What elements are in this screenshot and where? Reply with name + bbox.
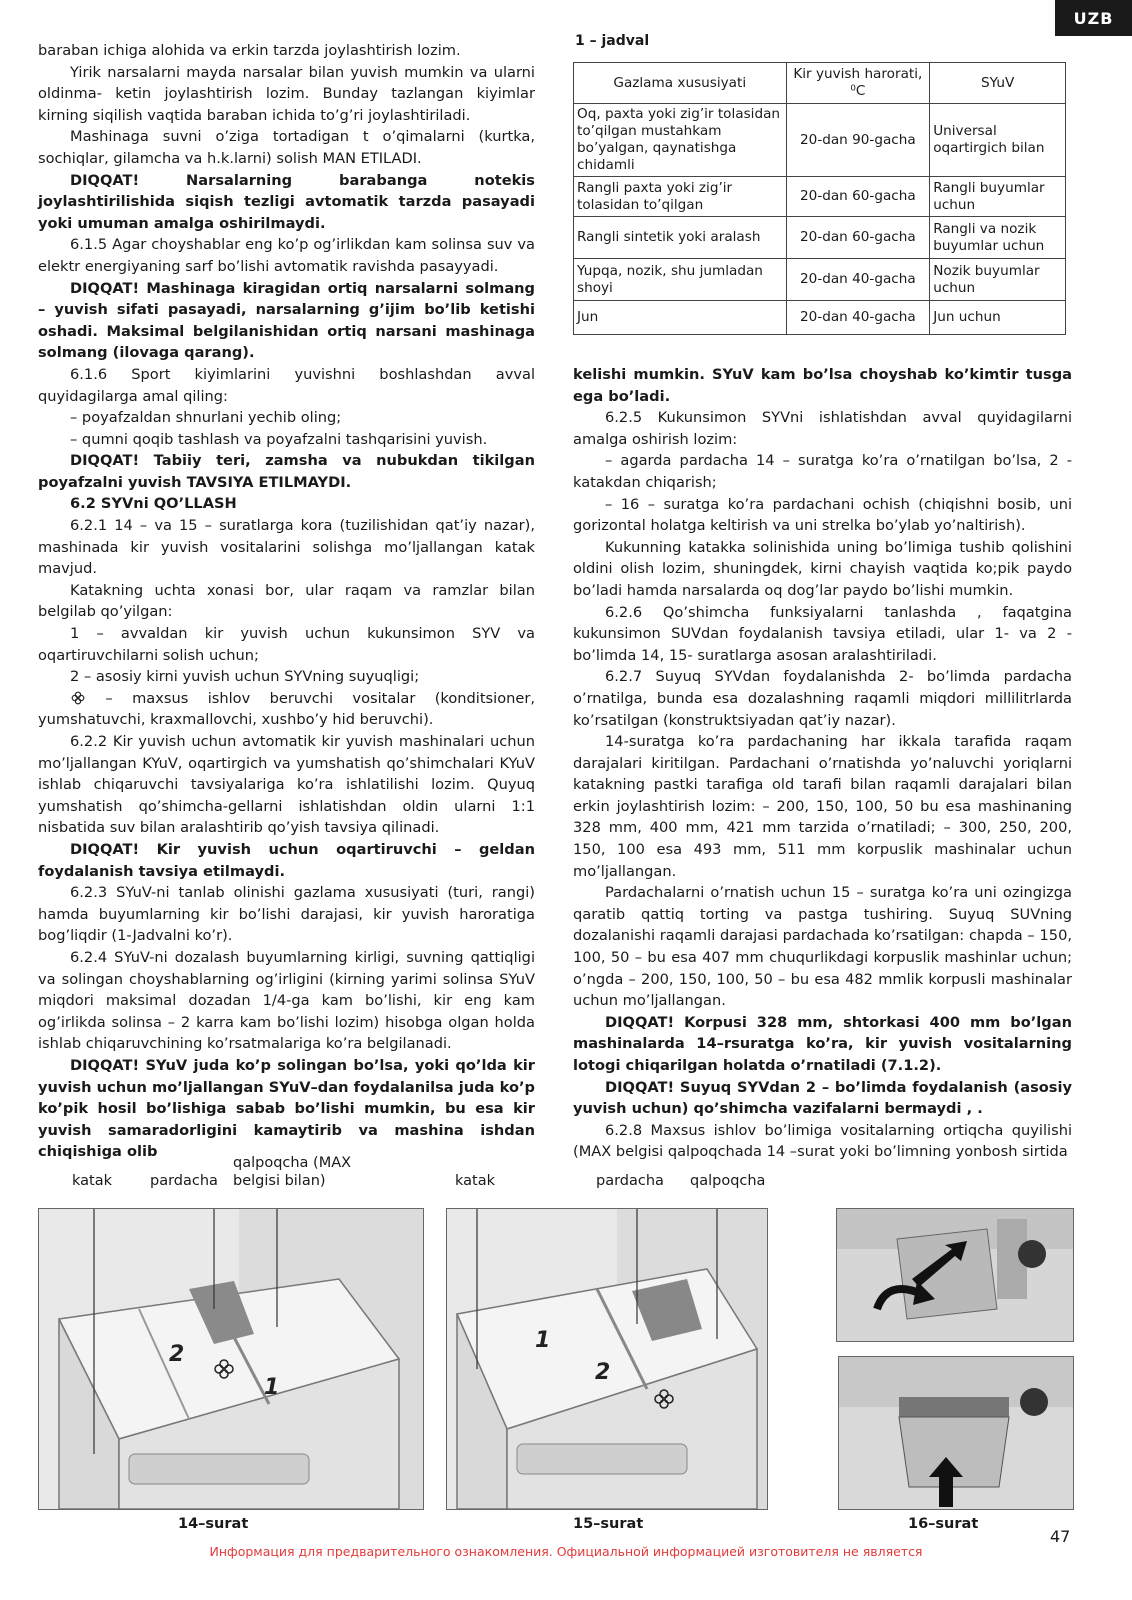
paragraph-text: 6.2.7 Suyuq SYVdan foydalanishda 2- bo’limda pardacha o’rnatilga, bunda esa dozalashning raqamli miqdori millilitrlarda ko’rsatilgan (konstruktsiyadan qat’iy nazar). [573,668,1072,729]
table-cell: Yupqa, nozik, shu jumladan shoyi [574,259,787,301]
figure-16-top-photo [836,1208,1074,1342]
paragraph [573,1120,1072,1163]
paragraph-text: 6.2.2 Kir yuvish uchun avtomatik kir yuvish mashinalari uchun mo’ljallangan KYuV, oqartirgich va yumshatish qo’shimchalari KYuV ishlab chiqaruvchi tavsiyalariga ko’ra ishlatilishi lozim. Quyuq yumshatish qo’shimcha-gellarni ishlatishdan oldin ularni 1:1 nisbatida suv bilan aralashtirib qo’yish tavsiya qilinadi. [38,733,535,837]
paragraph [38,126,535,169]
paragraph-text: Pardachalarni o’rnatish uchun 15 – suratga ko’ra uni ozingizga qaratib qattiq torting va pastga tushiring. Suyuq SUVning dozalanishi raqamli darajasi pardachada ko’rsatilgan: chapda – 150, 100, 50 – bu esa 407 mm chuqurlikdagi korpuslik mashinlar uchun; o’ngda – 200, 150, 100, 50 – bu esa 482 mmlik korpusli mashinalar uchun mo’ljallangan. [573,884,1072,1010]
paragraph [38,170,535,235]
paragraph-text: 6.1.5 Agar choyshablar eng ko’p og’irlikdan kam solinsa suv va elektr energiyaning sarf bo’lishi avtomatik ravishda pasayyadi. [38,236,535,275]
paragraph-text: 6.2.4 SYuV-ni dozalash buyumlarning kirligi, suvning qattiqligi va solingan choyshablarning og’irligini (kirning yarimi solinsa SYuV miqdori maksimal dozadan 1/4-ga kam bo’lishi, kir eng kam og’irlikda solinsa – 2 karra kam bo’lishi lozim) hisobga olgan holda ishlab chiqaruvchining ko’rsatmalariga ko’ra belgilanadi. [38,948,535,1053]
paragraph [38,234,535,277]
figure-14-caption: 14–surat [178,1516,249,1532]
table-header-cell: Gazlama xususiyati [574,63,787,104]
paragraph [38,493,535,515]
paragraph-text: 6.2.8 Maxsus ishlov bo’limiga vositalarning ortiqcha quyilishi (MAX belgisi qalpoqchada 14 –surat yoki bo’limning yonbosh sirtida [573,1121,1072,1161]
figure-16-caption: 16–surat [908,1516,979,1532]
paragraph [573,494,1072,537]
paragraph-text: DIQQAT! Mashinaga kiragidan ortiq narsalarni solmang – yuvish sifati pasayadi, narsalarning g’ijim bo’lib ketishi oshadi. Maksimal belgilanishidan ortiq narsani mashinaga solmang (ilovaga qarang). [38,279,535,362]
paragraph-text: baraban ichiga alohida va erkin tarzda joylashtirish lozim. [38,42,461,59]
paragraph-text: 6.2.1 14 – va 15 – suratlarga kora (tuzilishidan qat’iy nazar), mashinada kir yuvish vositalarini solishga mo’ljallangan katak mavjud. [38,517,535,578]
paragraph [38,407,535,429]
fig15-label-katak: katak [455,1173,495,1189]
table-cell: Nozik buyumlar uchun [930,259,1066,301]
figure-14-dispenser [38,1208,424,1510]
language-tag: UZB [1055,0,1132,36]
left-text-column [38,40,535,1163]
paragraph-text: – agarda pardacha 14 – suratga ko’ra o’rnatilgan bo’lsa, 2 - katakdan chiqarish; [573,452,1072,491]
paragraph [38,450,535,493]
table-cell: 20-dan 40-gacha [786,301,930,335]
right-text-column [573,364,1072,1163]
paragraph [38,839,535,882]
table-row [574,177,1066,217]
figure-15-dispenser [446,1208,768,1510]
paragraph [38,429,535,451]
paragraph [573,537,1072,602]
paragraph-text: 6.1.6 Sport kiyimlarini yuvishni boshlashdan avval quyidagilarga amal qiling: [38,365,535,405]
table-cell: Jun uchun [930,301,1066,335]
paragraph-text: Mashinaga suvni o’ziga tortadigan t o’qimalarni (kurtka, sochiqlar, gilamcha va h.k.larni) solish MAN ETILADI. [38,128,535,167]
paragraph-text: DIQQAT! Suyuq SYVdan 2 – bo’limda foydalanish (asosiy yuvish uchun) qo’shimcha vazifalarni bermaydi , . [573,1078,1072,1118]
paragraph-text: DIQQAT! Tabiiy teri, zamsha va nubukdan tikilgan poyafzalni yuvish TAVSIYA ETILMAYDI. [38,452,535,491]
pardacha-open-illustration [837,1209,1073,1341]
compartment-1-number: 1 [535,1328,551,1353]
paragraph [38,278,535,364]
fig14-label-pardacha: pardacha [150,1173,218,1189]
page-number: 47 [1050,1527,1071,1546]
paragraph-text: 2 – asosiy kirni yuvish uchun SYVning suyuqligi; [70,668,420,686]
paragraph-text: kelishi mumkin. SYuV kam bo’lsa choyshab ko’kimtir tusga ega bo’ladi. [573,366,1072,405]
compartment-2-number: 2 [169,1342,185,1367]
paragraph-text: 14-suratga ko’ra pardachaning har ikkala tarafida raqam darajalari kiritilgan. Pardachani o’rnatishda yo’naluvchi yoriqlarni katakning pastki tarafiga old tarafi bilan raqamli darajalari bilan erkin joylashtirish lozim: – 200, 150, 100, 50 bu esa mashinaning 328 mm, 400 mm, 421 mm tarzida o’rnatiladi; – 300, 250, 200, 150, 100 esa 493 mm, 511 mm korpuslik mashinalar uchun mo’ljallangan. [573,733,1072,880]
table-cell: 20-dan 60-gacha [786,177,930,217]
table-cell: Rangli buyumlar uchun [930,177,1066,217]
paragraph-text: 6.2.5 Kukunsimon SYVni ishlatishdan avval quyidagilarni amalga oshirish lozim: [573,409,1072,448]
paragraph-text: Yirik narsalarni mayda narsalar bilan yuvish mumkin va ularni oldinma- ketin joylashtirish lozim. Bunday tazlangan kiyimlar kirning siqilish vaqtida baraban ichida to’g’ri joylashtiriladi. [38,63,535,124]
paragraph [38,947,535,1055]
paragraph [38,1055,535,1163]
table-cell: 20-dan 60-gacha [786,217,930,259]
paragraph [573,1012,1072,1077]
paragraph-text: Katakning uchta xonasi bor, ular raqam va ramzlar bilan belgilab qo’yilgan: [38,581,535,621]
pardacha-closed-illustration [839,1357,1073,1509]
table-header-cell: Kir yuvish harorati, ⁰C [786,63,930,104]
paragraph [38,580,535,623]
dispenser-drawer-illustration [447,1209,767,1509]
paragraph [38,688,535,731]
figure-16-bottom-photo [838,1356,1074,1510]
paragraph-text: 6.2.6 Qo’shimcha funksiyalarni tanlashda , faqatgina kukunsimon SUVdan foydalanish tavsiya etiladi, ular 1- va 2 - bo’limda 14, 15- suratlarga asosan aralashtiriladi. [573,603,1072,664]
table-cell: Jun [574,301,787,335]
paragraph-text: DIQQAT! Kir yuvish uchun oqartiruvchi – geldan foydalanish tavsiya etilmaydi. [38,840,535,880]
paragraph-text: – maxsus ishlov beruvchi vositalar (konditsioner, yumshatuvchi, kraxmallovchi, xushbo’y hid beruvchi). [38,689,535,729]
paragraph-text: – 16 – suratga ko’ra pardachani ochish (chiqishni bosib, uni gorizontal holatga keltirish va uni strelka bo’ylab yo’naltirish). [573,495,1072,535]
table-cell: Rangli va nozik buyumlar uchun [930,217,1066,259]
paragraph [573,450,1072,493]
paragraph-text: – poyafzaldan shnurlani yechib oling; [70,409,342,427]
paragraph [573,407,1072,450]
fig15-label-qalpoqcha: qalpoqcha [690,1173,766,1189]
table-row [574,104,1066,177]
table-row [574,301,1066,335]
table-cell: 20-dan 90-gacha [786,104,930,177]
paragraph-text: 6.2 SYVni QO’LLASH [70,495,237,513]
paragraph [38,731,535,839]
fig14-label-katak: katak [72,1173,112,1189]
fig15-label-pardacha: pardacha [596,1173,664,1189]
paragraph-text: Kukunning katakka solinishida uning bo’limiga tushib qolishini oldini olish lozim, shuningdek, kirni chayish vaqtida ko;pik paydo bo’ladi hamda narsalarda oq dog’lar paydo bo’lishi mumkin. [573,538,1072,599]
footer-disclaimer: Информация для предварительного ознакомления. Официальной информацией изготовителя не является [209,1544,923,1559]
paragraph [38,40,535,62]
table-cell: Rangli sintetik yoki aralash [574,217,787,259]
paragraph [573,602,1072,667]
paragraph [38,623,535,666]
table-header-row [574,63,1066,104]
paragraph [573,1077,1072,1120]
table-cell: Oq, paxta yoki zig’ir tolasidan to’qilgan mustahkam bo’yalgan, qaynatishga chidamli [574,104,787,177]
flower-icon [70,690,86,706]
paragraph [573,364,1072,407]
table-cell: Universal oqartirgich bilan [930,104,1066,177]
table-cell: Rangli paxta yoki zig’ir tolasidan to’qilgan [574,177,787,217]
fabric-table [573,62,1066,335]
paragraph [573,882,1072,1012]
compartment-1-number: 1 [264,1375,280,1400]
dispenser-drawer-illustration [39,1209,423,1509]
paragraph [573,666,1072,731]
paragraph [573,731,1072,882]
fig14-label-qalpoqcha: qalpoqcha (MAX belgisi bilan) [233,1155,352,1189]
paragraph-text: 6.2.3 SYuV-ni tanlab olinishi gazlama xususiyati (turi, rangi) hamda buyumlarning kir bo’lishi darajasi, kir yuvish haroratiga bog’liqdir (1-Jadvalni ko’r). [38,884,535,945]
table-cell: 20-dan 40-gacha [786,259,930,301]
table-row [574,259,1066,301]
paragraph-text: DIQQAT! Korpusi 328 mm, shtorkasi 400 mm bo’lgan mashinalarda 14–rsuratga ko’ra, kir yuvish vositalarning lotogi chiqarilgan holatda o’rnatiladi (7.1.2). [573,1013,1072,1074]
paragraph-text: 1 – avvaldan kir yuvish uchun kukunsimon SYV va oqartiruvchilarni solish uchun; [38,625,535,664]
paragraph-text: – qumni qoqib tashlash va poyafzalni tashqarisini yuvish. [70,430,488,448]
paragraph [38,364,535,407]
paragraph-text: DIQQAT! Narsalarning barabanga notekis joylashtirilishida siqish tezligi avtomatik tarzda pasayadi yoki umuman amalga oshirilmaydi. [38,171,535,232]
paragraph [38,666,535,688]
figure-15-caption: 15–surat [573,1516,644,1532]
paragraph [38,62,535,127]
table-caption: 1 – jadval [575,33,650,49]
table-header-cell: SYuV [930,63,1066,104]
paragraph [38,515,535,580]
compartment-2-number: 2 [595,1360,611,1385]
paragraph-text: DIQQAT! SYuV juda ko’p solingan bo’lsa, yoki qo’lda kir yuvish uchun mo’ljallangan SYuV–dan foydalanilsa juda ko’p ko’pik hosil bo’lishiga sabab bo’lishi mumkin, bu esa kir yuvish samaradorligini kamaytirib va mashina ishdan chiqishiga olib [38,1056,535,1161]
table-row [574,217,1066,259]
paragraph [38,882,535,947]
